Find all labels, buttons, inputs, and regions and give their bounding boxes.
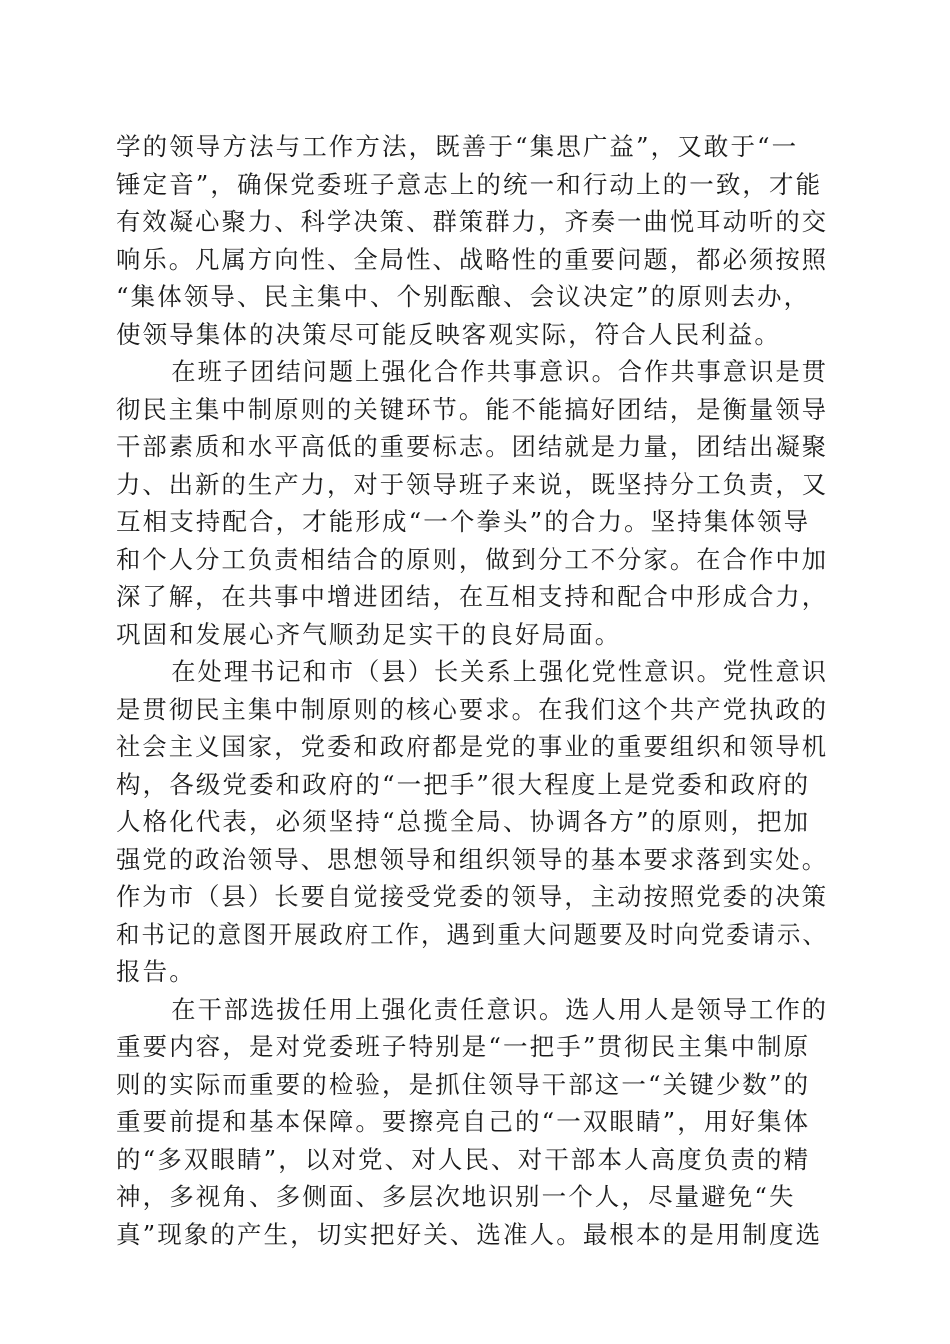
text-line: 重要前提和基本保障。要擦亮自己的“一双眼睛”，用好集体: [116, 1107, 811, 1136]
text-line: 使领导集体的决策尽可能反映客观实际，符合人民利益。: [116, 319, 781, 349]
text-line: 的“多双眼睛”，以对党、对人民、对干部本人高度负责的精: [116, 1144, 811, 1174]
text-line: 和书记的意图开展政府工作，遇到重大问题要及时向党委请示、: [116, 919, 828, 949]
text-line: 真”现象的产生，切实把好关、选准人。最根本的是用制度选: [116, 1219, 823, 1249]
text-line: 响乐。凡属方向性、全局性、战略性的重要问题，都必须按照: [116, 244, 829, 274]
text-line: “集体领导、民主集中、个别酝酿、会议决定”的原则去办，: [116, 282, 811, 311]
text-line: 重要内容，是对党委班子特别是“一把手”贯彻民主集中制原: [116, 1032, 811, 1061]
paragraph-first-line: 在班子团结问题上强化合作共事意识。合作共事意识是贯: [171, 357, 828, 386]
text-line: 作为市（县）长要自觉接受党委的领导，主动按照党委的决策: [116, 882, 829, 911]
paragraph-first-line: 在处理书记和市（县）长关系上强化党性意识。党性意识: [171, 657, 828, 686]
text-line: 巩固和发展心齐气顺劲足实干的良好局面。: [116, 619, 622, 649]
text-line: 和个人分工负责相结合的原则，做到分工不分家。在合作中加: [116, 544, 829, 574]
text-line: 神，多视角、多侧面、多层次地识别一个人，尽量避免“失: [116, 1182, 796, 1211]
document-body: [116, 128, 829, 1253]
text-line: 构，各级党委和政府的“一把手”很大程度上是党委和政府的: [116, 769, 811, 799]
text-line: 锤定音”，确保党委班子意志上的统一和行动上的一致，才能: [116, 169, 823, 199]
text-line: 有效凝心聚力、科学决策、群策群力，齐奏一曲悦耳动听的交: [116, 207, 829, 236]
text-line: 深了解，在共事中增进团结，在互相支持和配合中形成合力，: [116, 582, 829, 611]
text-line: 彻民主集中制原则的关键环节。能不能搞好团结，是衡量领导: [116, 394, 829, 424]
text-line: 则的实际而重要的检验，是抓住领导干部这一“关键少数”的: [116, 1069, 811, 1099]
text-line: 力、出新的生产力，对于领导班子来说，既坚持分工负责，又: [116, 469, 829, 499]
text-line: 强党的政治领导、思想领导和组织领导的基本要求落到实处。: [116, 844, 829, 874]
text-line: 社会主义国家，党委和政府都是党的事业的重要组织和领导机: [116, 732, 829, 761]
text-line: 报告。: [116, 957, 196, 986]
text-line: 是贯彻民主集中制原则的核心要求。在我们这个共产党执政的: [116, 694, 829, 724]
text-line: 学的领导方法与工作方法，既善于“集思广益”，又敢于“一: [116, 132, 799, 161]
text-line: 干部素质和水平高低的重要标志。团结就是力量，团结出凝聚: [116, 432, 829, 461]
text-line: 互相支持配合，才能形成“一个拳头”的合力。坚持集体领导: [116, 507, 811, 536]
paragraph-first-line: 在干部选拔任用上强化责任意识。选人用人是领导工作的: [171, 994, 828, 1024]
text-line: 人格化代表，必须坚持“总揽全局、协调各方”的原则，把加: [116, 807, 811, 836]
